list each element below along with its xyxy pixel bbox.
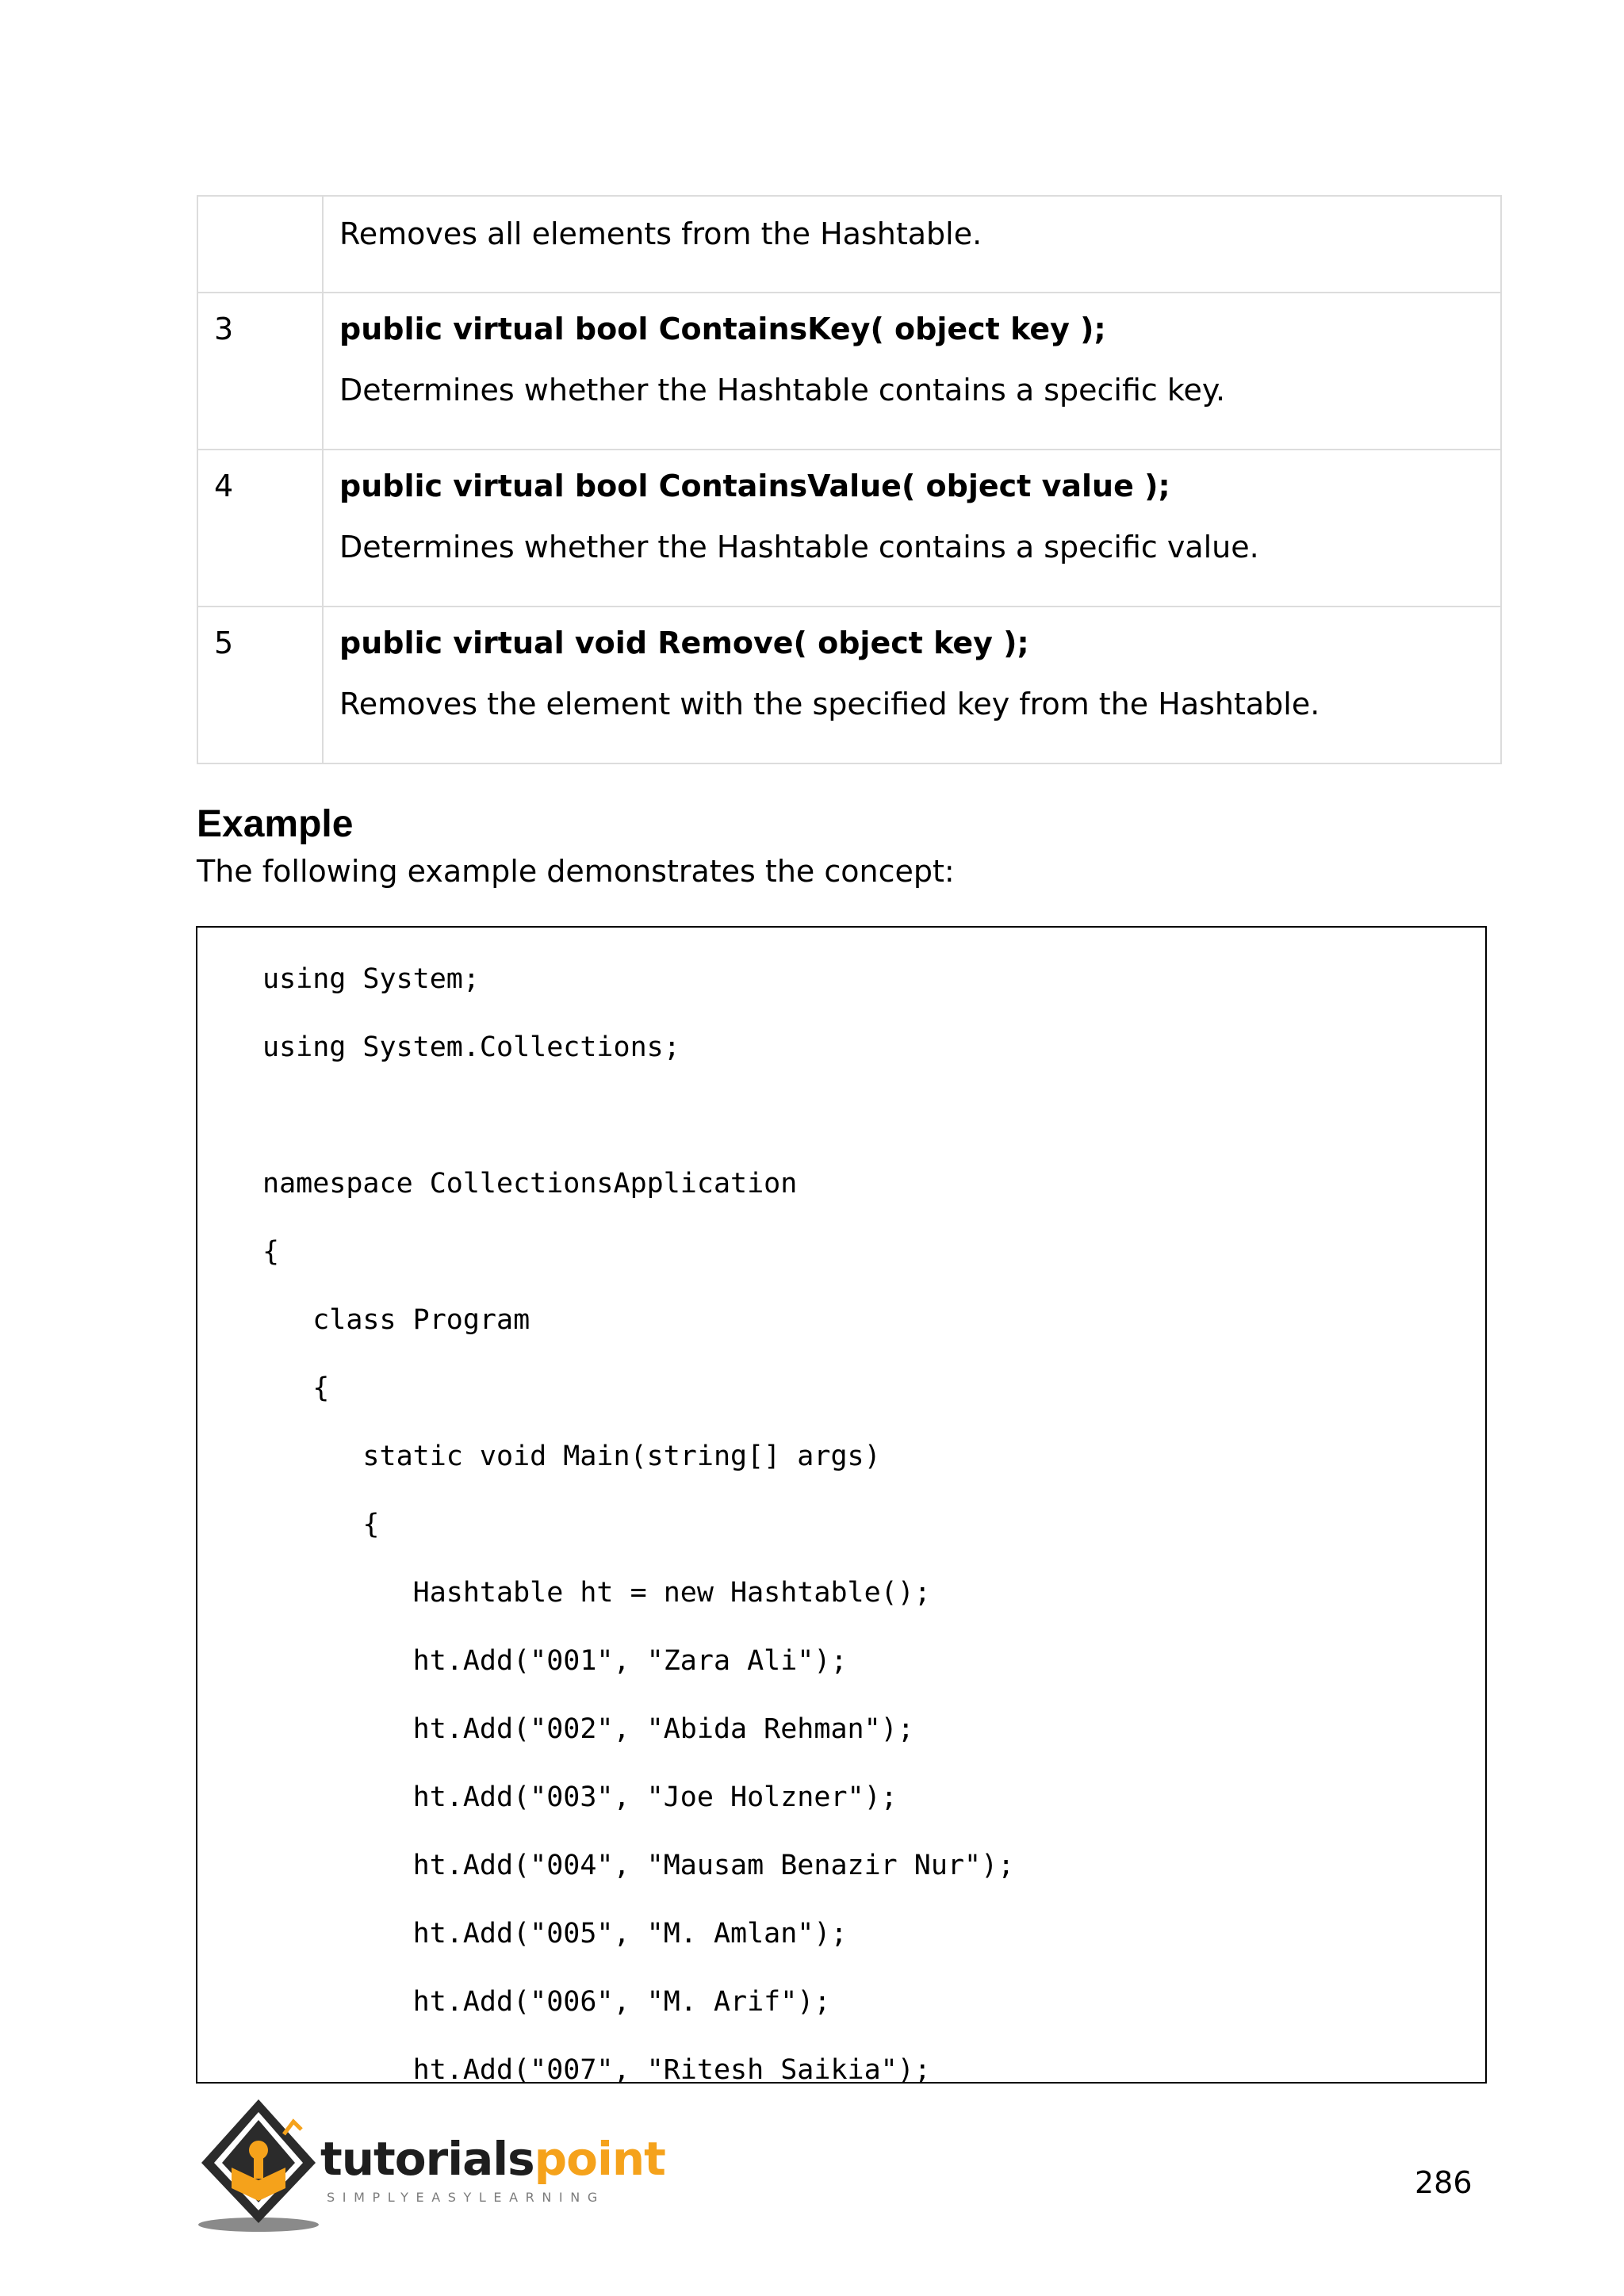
code-line: namespace CollectionsApplication [262, 1168, 798, 1200]
code-lines [197, 945, 1014, 2084]
table-row [197, 450, 1501, 607]
method-signature: public virtual bool ContainsValue( object value ); [339, 469, 1170, 503]
code-line: ht.Add("003", "Joe Holzner"); [262, 1781, 898, 1813]
method-number: 3 [197, 293, 323, 450]
code-line: { [262, 1372, 330, 1404]
code-line: using System; [262, 963, 480, 995]
code-line [197, 1081, 1014, 1150]
tutorialspoint-logo [195, 2093, 665, 2236]
method-description: Removes all elements from the Hashtable. [339, 216, 982, 251]
section-intro: The following example demonstrates the concept: [197, 854, 955, 889]
logo-tagline: SIMPLYEASYLEARNING [327, 2190, 605, 2205]
code-line: ht.Add("004", "Mausam Benazir Nur"); [262, 1850, 1015, 1881]
table-row [197, 293, 1501, 450]
section-heading: Example [197, 803, 354, 845]
method-number [197, 196, 323, 293]
method-cell [323, 607, 1501, 763]
code-line: { [262, 1509, 380, 1540]
method-description: Determines whether the Hashtable contains a specific value. [339, 530, 1259, 564]
code-line: ht.Add("005", "M. Amlan"); [262, 1918, 848, 1950]
code-line: ht.Add("007", "Ritesh Saikia"); [262, 2054, 931, 2084]
method-description: Determines whether the Hashtable contains a specific key. [339, 373, 1226, 408]
logo-word-dark: tutorials [320, 2132, 534, 2186]
methods-table [197, 195, 1502, 764]
code-line: Hashtable ht = new Hashtable(); [262, 1577, 931, 1609]
logo-emblem-icon [195, 2093, 322, 2236]
table-row [197, 196, 1501, 293]
method-signature: public virtual bool ContainsKey( object key ); [339, 312, 1106, 346]
method-number: 5 [197, 607, 323, 763]
code-line: class Program [262, 1304, 530, 1336]
method-signature: public virtual void Remove( object key ); [339, 626, 1029, 660]
table-row [197, 607, 1501, 763]
logo-word-orange: point [534, 2132, 665, 2186]
code-line: using System.Collections; [262, 1031, 680, 1063]
method-number: 4 [197, 450, 323, 607]
code-block [196, 926, 1487, 2084]
code-line: ht.Add("002", "Abida Rehman"); [262, 1713, 914, 1745]
method-cell [323, 196, 1501, 293]
code-line: ht.Add("001", "Zara Ali"); [262, 1645, 848, 1677]
code-line: { [262, 1236, 280, 1268]
logo-wordmark [320, 2131, 665, 2187]
page-number: 286 [1415, 2165, 1473, 2200]
code-line: ht.Add("006", "M. Arif"); [262, 1986, 831, 2018]
method-cell [323, 293, 1501, 450]
method-description: Removes the element with the specified key from the Hashtable. [339, 687, 1320, 721]
code-line: static void Main(string[] args) [262, 1441, 881, 1472]
method-cell [323, 450, 1501, 607]
